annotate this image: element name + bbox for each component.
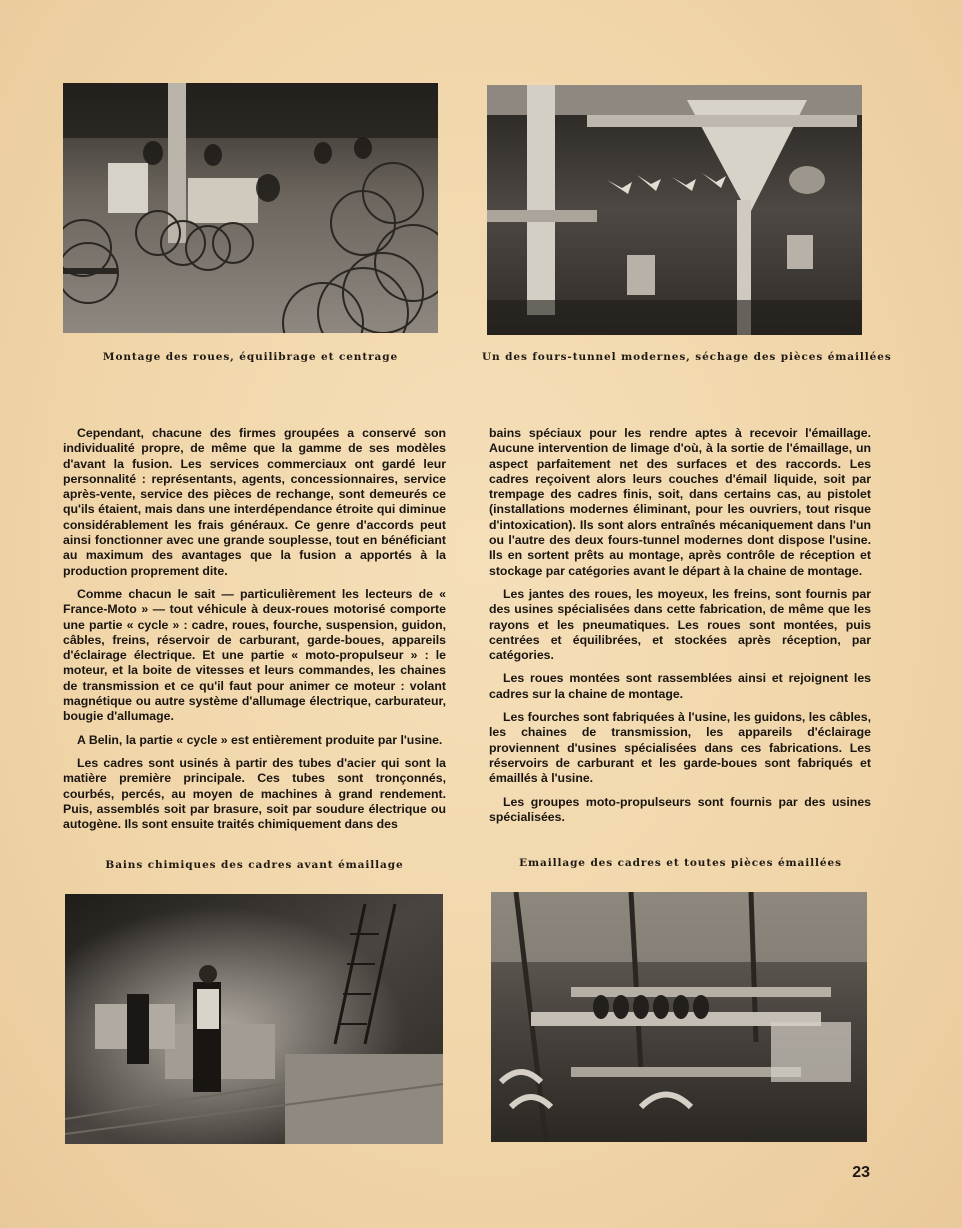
paragraph: bains spéciaux pour les rendre aptes à recevoir l'émaillage. Aucune intervention de limage d'où, à la sortie de l'émaillage, un aspect parfaitement net des surfaces et des raccords. Les cadres reçoivent alors leurs couches d'émail liquide, soit par trempage des cadres finis, soit, dans certains cas, au pistolet (installations modernes éliminant, pour les ouvriers, tout risque d'intoxication). Ils sont alors entraînés mécaniquement dans l'un ou l'autre des deux fours-tunnel modernes dont dispose l'usine. Ils en sortent prêts au montage, après contrôle de réception et stockage par catégories avant le départ à la chaine de montage.	[489, 426, 871, 578]
article-right-column	[489, 426, 871, 833]
paragraph: Les roues montées sont rassemblées ainsi et rejoignent les cadres sur la chaine de montage.	[489, 671, 871, 701]
caption-bottom-right: Emaillage des cadres et toutes pièces émaillées	[519, 857, 842, 869]
paragraph: Les jantes des roues, les moyeux, les freins, sont fournis par des usines spécialisées dans cette fabrication, de même que les rayons et les pneumatiques. Les roues sont montées, puis centrées et équilibrées, et stockées après réception, par catégories.	[489, 586, 871, 663]
paragraph: Les fourches sont fabriquées à l'usine, les guidons, les câbles, les chaines de transmission, les appareils d'éclairage proviennent d'usines spécialisées dans ces fabrications. Les réservoirs de carburant et les garde-boues sont fabriqués et émaillés à l'usine.	[489, 710, 871, 786]
photo-chemical-baths	[65, 894, 443, 1144]
photo-tunnel-oven	[487, 85, 862, 335]
photo-enamelling	[491, 892, 867, 1142]
caption-bottom-left: Bains chimiques des cadres avant émaillage	[105, 859, 404, 871]
paragraph: Comme chacun le sait — particulièrement les lecteurs de « France-Moto » — tout véhicule à deux-roues motorisé comporte une partie « cycle » : cadre, roues, fourche, suspension, guidon, câbles, freins, réservoir de carburant, garde-boues, appareils d'éclairage électrique. Et une partie « moto-propulseur » : le moteur, et la boite de vitesses et leurs commandes, les chaines de transmission et ce qu'il faut pour animer ce moteur : volant magnétique ou autre système d'allumage électrique, carburateur, bougie d'allumage.	[63, 586, 446, 724]
photo-wheel-assembly	[63, 83, 438, 333]
caption-top-left: Montage des roues, équilibrage et centrage	[102, 351, 399, 363]
paragraph: Les groupes moto-propulseurs sont fournis par des usines spécialisées.	[489, 794, 871, 824]
article-left-column	[63, 426, 446, 840]
paragraph: A Belin, la partie « cycle » est entièrement produite par l'usine.	[77, 732, 443, 747]
page-number: 23	[852, 1164, 870, 1181]
caption-top-right: Un des fours-tunnel modernes, séchage des pièces émaillées	[482, 351, 892, 363]
paragraph: Les cadres sont usinés à partir des tubes d'acier qui sont la matière première principale. Ces tubes sont tronçonnés, courbés, percés, au moyen de machines à grand rendement. Puis, assemblés soit par brasure, soit par soudure électrique ou autogène. Ils sont ensuite traités chimiquement dans des	[63, 755, 446, 832]
paragraph: Cependant, chacune des firmes groupées a conservé son individualité propre, de même que la gamme de ses modèles d'avant la fusion. Les services commerciaux ont gardé leur personnalité : représentants, agents, concessionnaires, service après-vente, service des pièces de rechange, sont demeurés ce qu'ils étaient, mais dans une interdépendance étroite qui diminue considérablement les frais généraux. Ce genre d'accords peut ainsi fonctionner avec une grande souplesse, tout en bénéficiant au maximum des avantages que la fusion a apportés à la production proprement dite.	[63, 426, 446, 578]
